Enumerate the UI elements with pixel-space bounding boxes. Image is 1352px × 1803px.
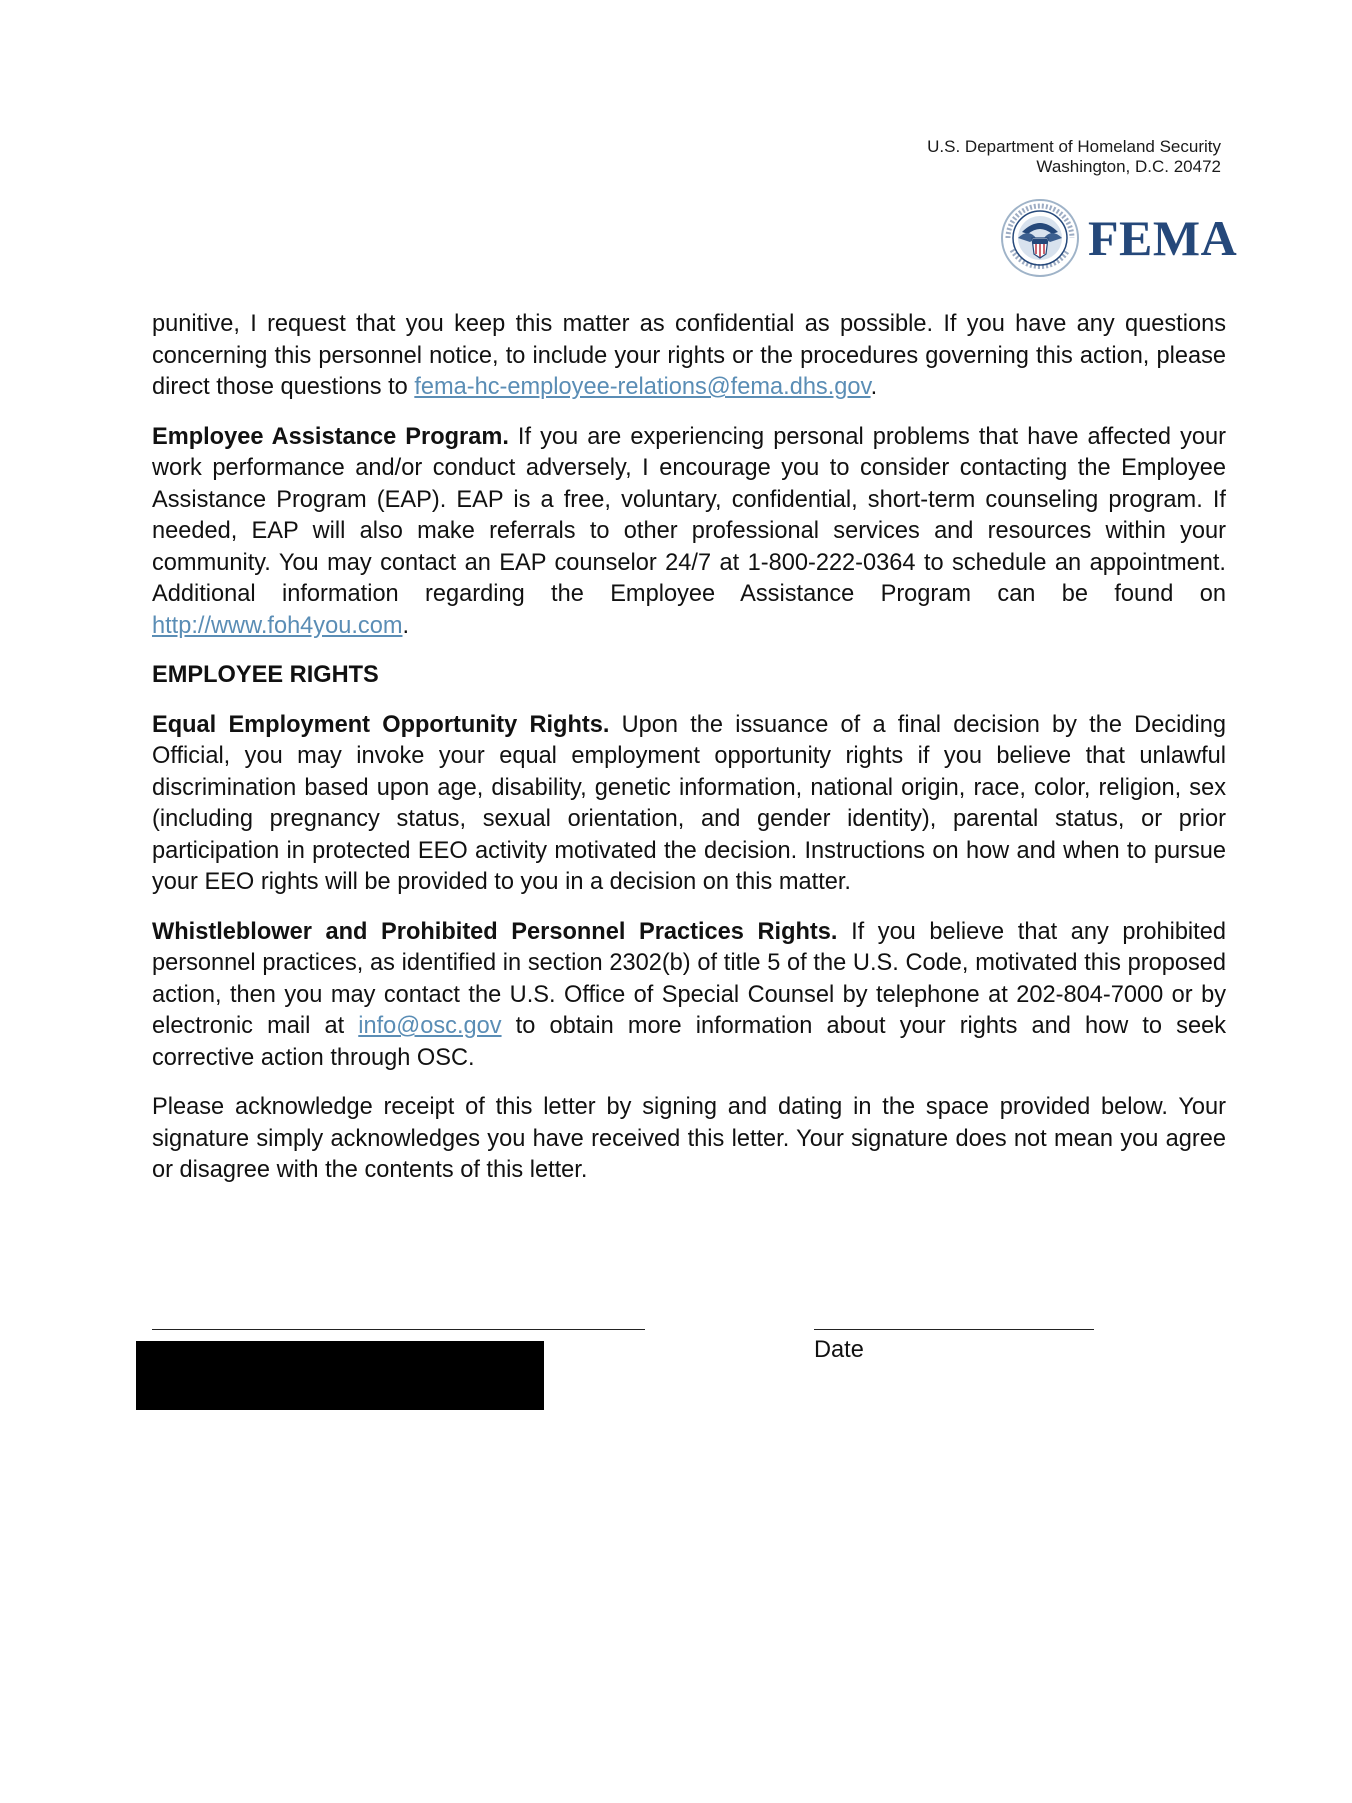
agency-address: Washington, D.C. 20472 (1036, 157, 1221, 176)
dhs-seal-icon (1000, 198, 1080, 278)
eap-heading: Employee Assistance Program. (152, 423, 509, 450)
eeo-text: Upon the issuance of a final decision by the Deciding Official, you may invoke your equal employment opportunity rights if you believe that unlawful discrimination based upon age, disability, genetic information, national origin, race, color, religion, sex (including pregnancy status, sexual orientation, and gender identity), parental status, or prior participation in protected EEO activity motivated the decision. Instructions on how and when to pursue your EEO rights will be provided to you in a decision on this matter. (152, 711, 1226, 895)
letterhead-address (927, 137, 1221, 177)
date-line[interactable] (814, 1329, 1094, 1330)
employee-relations-email-link[interactable]: fema-hc-employee-relations@fema.dhs.gov (414, 374, 871, 400)
osc-email-link[interactable]: info@osc.gov (358, 1013, 502, 1039)
confidentiality-text: punitive, I request that you keep this matter as confidential as possible. If you have any questions concerning this personnel notice, to include your rights or the procedures governing this action, please direct those questions to (152, 311, 1226, 400)
confidentiality-period: . (870, 374, 878, 400)
whistleblower-text-end: to obtain more information about your rights and how to seek corrective action through OSC. (152, 1013, 1226, 1071)
whistleblower-paragraph (152, 917, 1226, 1075)
employee-rights-heading: EMPLOYEE RIGHTS (152, 662, 379, 688)
confidentiality-paragraph (152, 309, 1226, 404)
eeo-heading: Equal Employment Opportunity Rights. (152, 711, 610, 738)
signature-line[interactable] (152, 1329, 645, 1330)
whistleblower-text: If you believe that any prohibited personnel practices, as identified in section 2302(b) of title 5 of the U.S. Code, motivated this proposed action, then you may contact the U.S. Office of Special Counsel by telephone at 202-804-7000 or by electronic mail at (152, 918, 1226, 1039)
agency-name: U.S. Department of Homeland Security (927, 137, 1221, 156)
acknowledge-paragraph: Please acknowledge receipt of this letter by signing and dating in the space provided below. Your signature simply acknowledges you have received this letter. Your signature does not mean you agree or disagree with the contents of this letter. (152, 1094, 1226, 1183)
date-label: Date (814, 1337, 864, 1363)
redaction-box (136, 1341, 544, 1410)
letter-body (152, 309, 1226, 1205)
fema-logo (1000, 194, 1238, 278)
eeo-paragraph (152, 710, 1226, 899)
eap-paragraph (152, 422, 1226, 643)
whistleblower-heading: Whistleblower and Prohibited Personnel Practices Rights. (152, 918, 838, 945)
foh4you-link[interactable]: http://www.foh4you.com (152, 612, 403, 639)
fema-wordmark: FEMA (1088, 210, 1238, 266)
eap-period: . (402, 612, 410, 639)
eap-text: If you are experiencing personal problems that have affected your work performance and/or conduct adversely, I encourage you to consider contacting the Employee Assistance Program (EAP). EAP is a free, voluntary, confidential, short-term counseling program. If needed, EAP will also make referrals to other professional services and resources within your community. You may contact an EAP counselor 24/7 at 1-800-222-0364 to schedule an appointment. Additional information regarding the Employee Assistance Program can be found on (152, 423, 1226, 607)
